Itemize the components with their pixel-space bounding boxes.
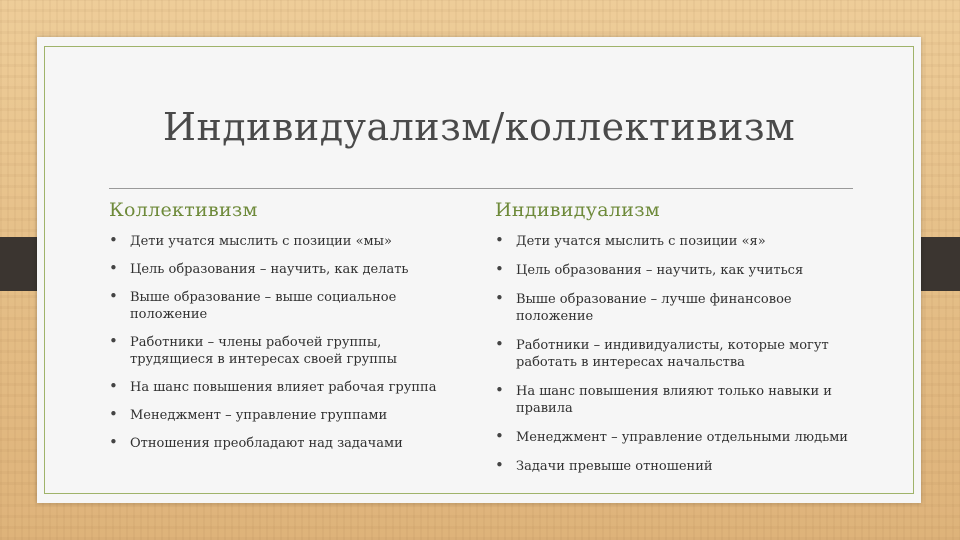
list-item-text: Выше образование – лучше финансовое положение (516, 292, 792, 324)
collectivism-header: Коллективизм (109, 199, 258, 221)
list-item (109, 289, 449, 323)
list-item-text: Задачи превыше отношений (516, 459, 713, 474)
bullet-icon: • (495, 231, 504, 249)
list-item (109, 435, 449, 452)
list-item (495, 337, 865, 371)
bullet-icon: • (495, 289, 504, 307)
list-item-text: На шанс повышения влияют только навыки и правила (516, 384, 832, 416)
list-item (495, 291, 865, 325)
slide (37, 37, 921, 503)
bullet-icon: • (109, 377, 118, 395)
bullet-icon: • (109, 287, 118, 305)
collectivism-column (109, 199, 449, 463)
list-item (109, 407, 449, 424)
slide-title: Индивидуализм/коллективизм (162, 105, 796, 149)
title-divider (109, 188, 853, 189)
bullet-icon: • (495, 456, 504, 474)
list-item-text: Отношения преобладают над задачами (130, 436, 403, 451)
bullet-icon: • (109, 259, 118, 277)
list-item-text: Выше образование – выше социальное положение (130, 290, 397, 322)
list-item-text: Цель образования – научить, как учиться (516, 263, 804, 278)
bullet-icon: • (495, 335, 504, 353)
bullet-icon: • (109, 231, 118, 249)
bullet-icon: • (495, 260, 504, 278)
list-item-text: Менеджмент – управление отдельными людьми (516, 430, 848, 445)
list-item (109, 233, 449, 250)
list-item-text: Менеджмент – управление группами (130, 408, 388, 423)
list-item (495, 429, 865, 446)
list-item (109, 261, 449, 278)
list-item (495, 233, 865, 250)
list-item-text: Дети учатся мыслить с позиции «мы» (130, 234, 392, 249)
list-item-text: Работники – индивидуалисты, которые могут работать в интересах начальства (516, 338, 829, 370)
list-item-text: Дети учатся мыслить с позиции «я» (516, 234, 766, 249)
bullet-icon: • (109, 433, 118, 451)
individualism-column (495, 199, 865, 487)
list-item-text: На шанс повышения влияет рабочая группа (130, 380, 437, 395)
bullet-icon: • (495, 381, 504, 399)
list-item (109, 334, 449, 368)
individualism-list (495, 233, 865, 475)
bullet-icon: • (495, 427, 504, 445)
bullet-icon: • (109, 405, 118, 423)
list-item-text: Работники – члены рабочей группы, трудящиеся в интересах своей группы (130, 335, 397, 367)
list-item (109, 379, 449, 396)
list-item (495, 458, 865, 475)
bullet-icon: • (109, 332, 118, 350)
individualism-header: Индивидуализм (495, 199, 660, 221)
list-item (495, 383, 865, 417)
list-item (495, 262, 865, 279)
list-item-text: Цель образования – научить, как делать (130, 262, 409, 277)
collectivism-list (109, 233, 449, 452)
